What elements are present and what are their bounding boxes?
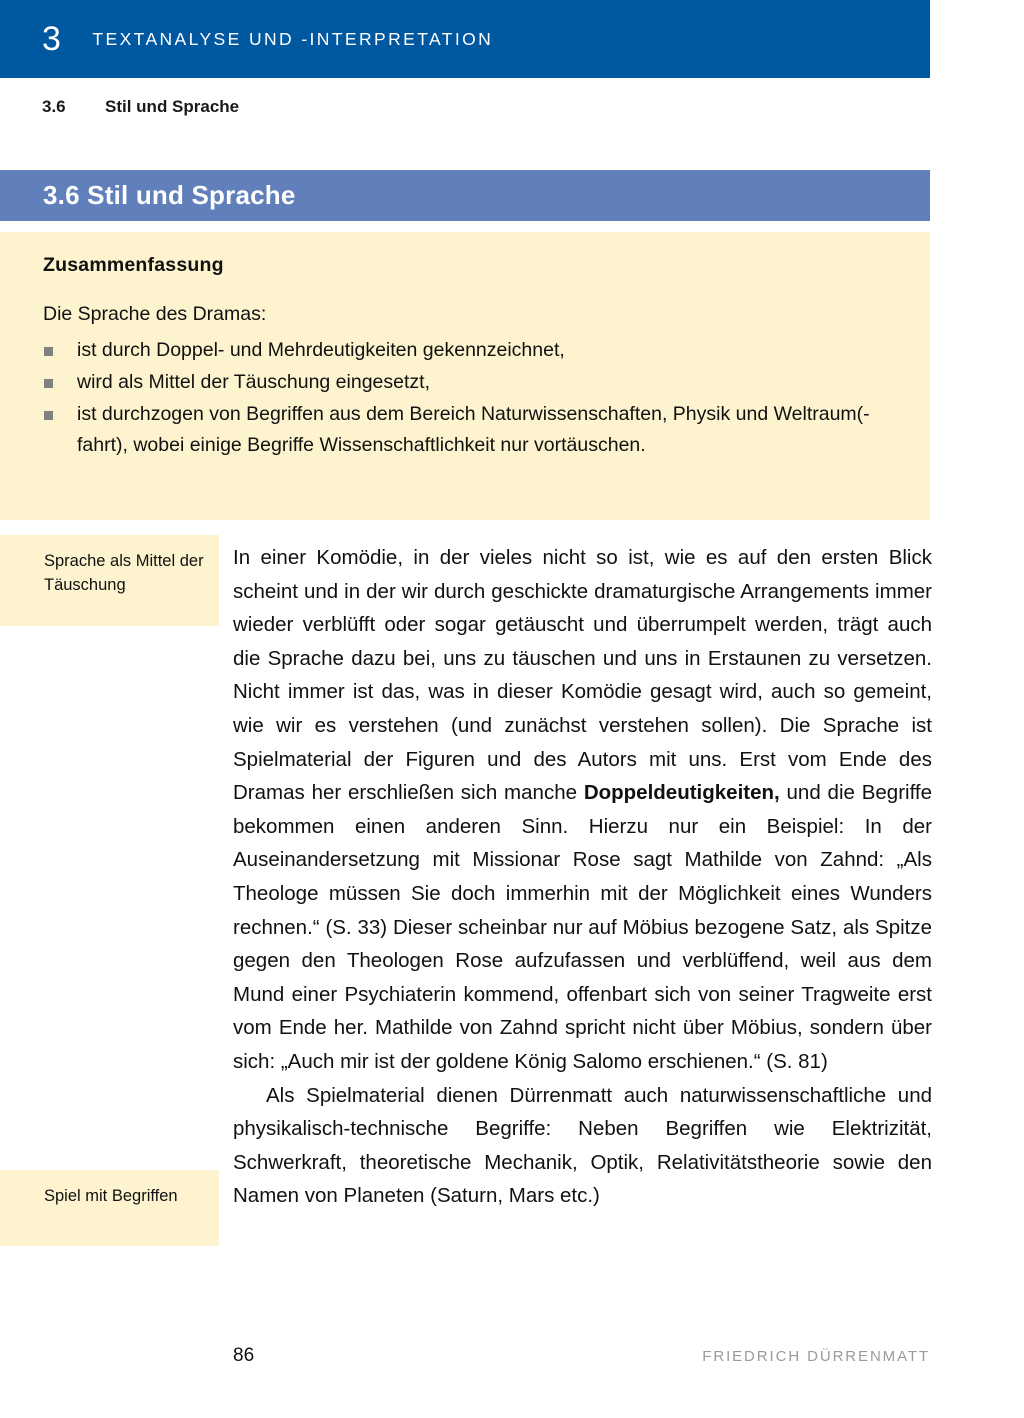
- body-paragraph-1-part-2: und die Begriffe bekommen einen anderen Sinn. Hierzu nur ein Beispiel: In der Auseinandersetzung mit Missionar Rose sagt Mathilde von Zahnd: „Als Theologe müssen Sie doch immerhin mit der Möglichkeit eines Wunders rechnen.“ (S. 33) Dieser scheinbar nur auf Möbius bezogene Satz, als Spitze gegen den Theologen Rose aufzufassen und verblüffend, weil aus dem Mund einer Psychiaterin kommend, offenbart sich von seiner Tragweite erst vom Ende her. Mathilde von Zahnd spricht nicht über Möbius, sondern über sich: „Auch mir ist der goldene König Salomo erschienen.“ (S. 81): [233, 781, 932, 1073]
- bullet-square-icon: [44, 379, 53, 388]
- list-item: [43, 367, 878, 398]
- bullet-square-icon: [44, 411, 53, 420]
- body-paragraph-2: Als Spielmaterial dienen Dürrenmatt auch naturwissenschaftliche und physikalisch-technische Begriffe: Neben Begriffen wie Elektrizität, Schwerkraft, theoretische Mechanik, Optik, Relativitätstheorie sowie den Namen von Planeten (Saturn, Mars etc.): [233, 1083, 932, 1208]
- running-title: FRIEDRICH DÜRRENMATT: [702, 1348, 930, 1365]
- summary-lead-text: Die Sprache des Dramas:: [43, 303, 267, 325]
- list-item-text: ist durchzogen von Begriffen aus dem Bereich Naturwissenschaften, Physik und Weltraum(-fahrt), wobei einige Begriffe Wissenschaftlichkeit nur vortäuschen.: [77, 403, 870, 456]
- section-heading-bar: [0, 170, 930, 221]
- breadcrumb: [42, 97, 239, 117]
- body-paragraph-1-part-1: In einer Komödie, in der vieles nicht so ist, wie es auf den ersten Blick scheint und in der wir durch geschickte dramaturgische Arrangements immer wieder verblüfft oder sogar getäuscht und überrumpelt werden, trägt auch die Sprache dazu bei, uns zu täuschen und uns in Erstaunen zu versetzen. Nicht immer ist das, was in dieser Komödie gesagt wird, auch so gemeint, wie wir es verstehen (und zunächst verstehen sollen). Die Sprache ist Spielmaterial der Figuren und des Autors mit uns. Erst vom Ende des Dramas her erschließen sich manche: [233, 546, 932, 805]
- summary-list: [43, 335, 878, 461]
- chapter-header-bar: [0, 0, 930, 78]
- section-heading-text: 3.6 Stil und Sprache: [43, 180, 296, 210]
- summary-box: [0, 232, 930, 520]
- body-emphasis-doppeldeutigkeiten: Doppeldeutigkeiten,: [583, 781, 780, 805]
- summary-title: Zusammenfassung: [43, 254, 224, 276]
- breadcrumb-label: Stil und Sprache: [105, 97, 240, 116]
- margin-note-spiel-mit-begriffen: Spiel mit Begriffen: [0, 1170, 219, 1246]
- list-item: [43, 335, 878, 366]
- page-number: 86: [233, 1345, 255, 1366]
- list-item-text: ist durch Doppel- und Mehrdeutigkeiten gekennzeichnet,: [77, 339, 565, 361]
- bullet-square-icon: [44, 347, 53, 356]
- body-text-column: [233, 541, 932, 1213]
- page-footer: [0, 1345, 930, 1375]
- chapter-title: TEXTANALYSE UND -INTERPRETATION: [92, 28, 494, 49]
- margin-note-sprache-als-mittel: Sprache als Mittel der Täuschung: [0, 535, 219, 626]
- body-paragraph-1: [233, 541, 932, 1079]
- breadcrumb-number: 3.6: [42, 97, 66, 116]
- list-item-text: wird als Mittel der Täuschung eingesetzt,: [77, 371, 430, 393]
- chapter-number: 3: [42, 20, 62, 58]
- list-item: [43, 399, 878, 461]
